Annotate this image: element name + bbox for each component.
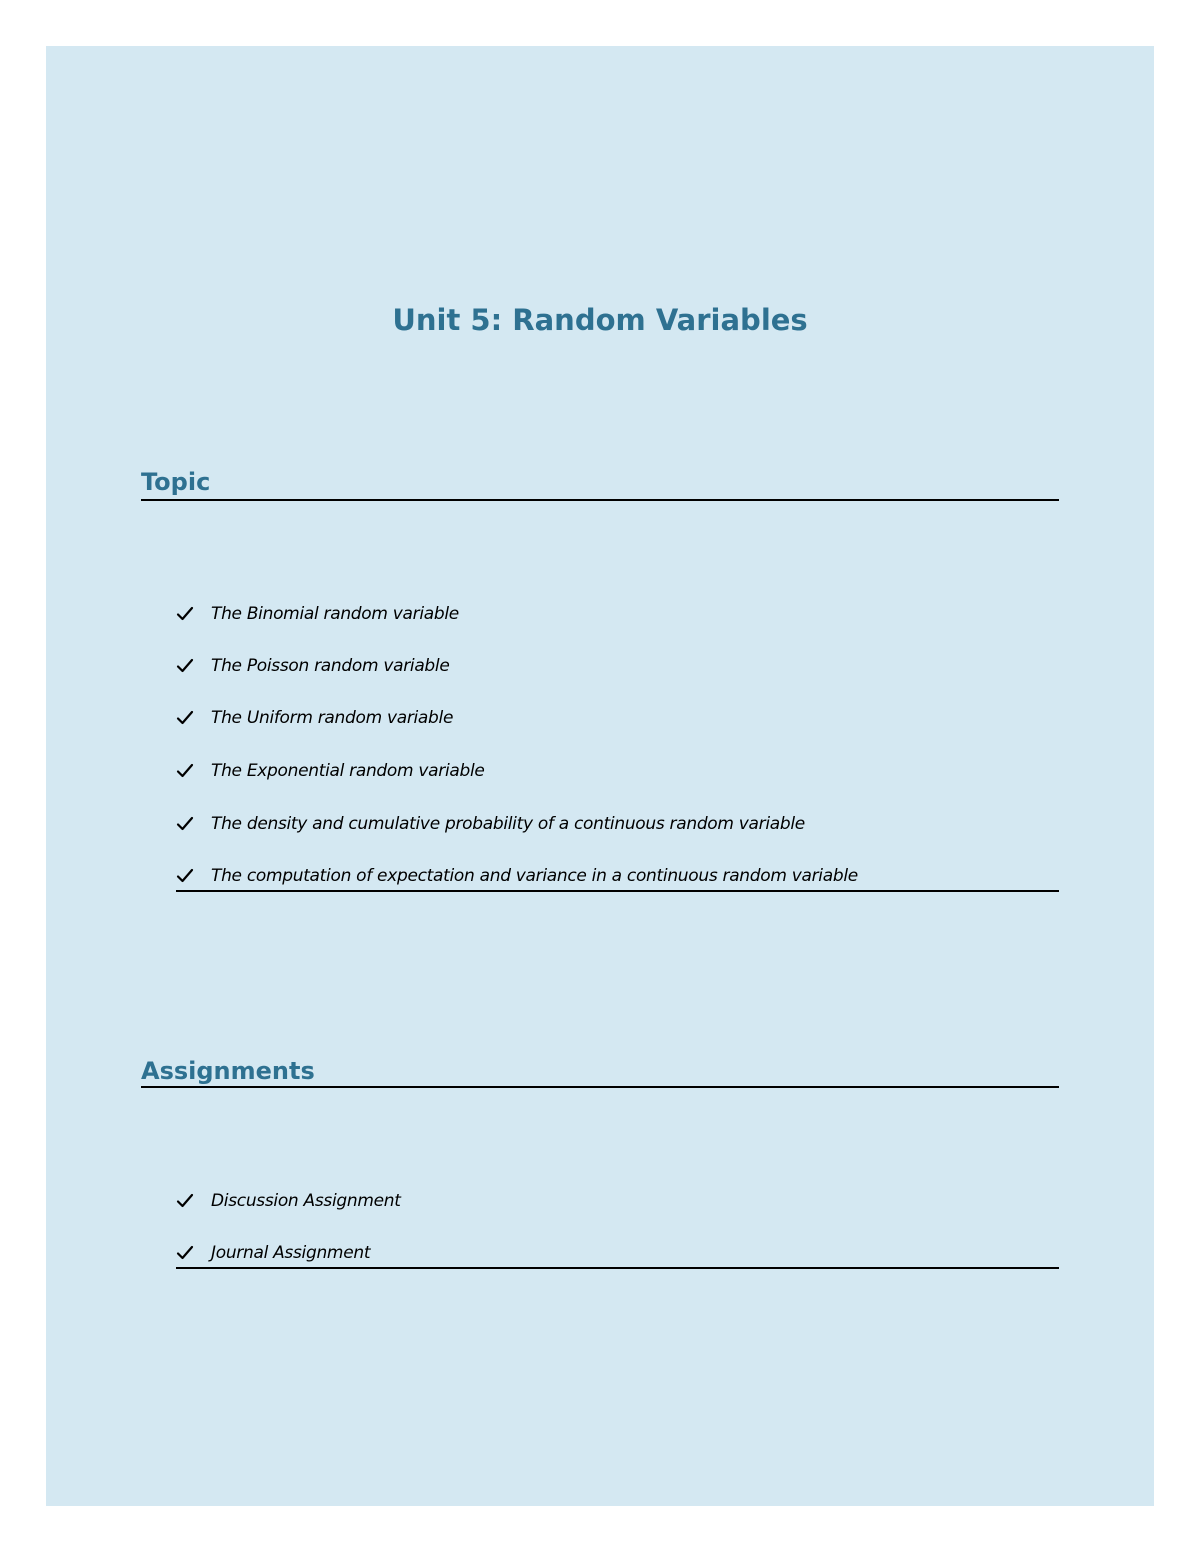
assignments-list-rule xyxy=(176,1267,1059,1269)
checkmark-icon xyxy=(176,762,194,780)
topic-list-item xyxy=(176,864,858,888)
topic-item-text: The density and cumulative probability of a continuous random variable xyxy=(211,814,805,834)
checkmark-icon xyxy=(176,1192,194,1210)
assignment-item-text: Journal Assignment xyxy=(211,1243,371,1263)
topic-item-text: The Uniform random variable xyxy=(211,708,454,728)
topic-list-item xyxy=(176,759,485,783)
assignment-list-item xyxy=(176,1241,370,1265)
topic-list-item xyxy=(176,812,805,836)
assignment-list-item xyxy=(176,1189,401,1213)
assignments-heading-rule xyxy=(141,1086,1059,1088)
topic-list-item xyxy=(176,654,450,678)
checkmark-icon xyxy=(176,1244,194,1262)
topic-list-rule xyxy=(176,890,1059,892)
checkmark-icon xyxy=(176,709,194,727)
topic-item-text: The Poisson random variable xyxy=(211,656,450,676)
checkmark-icon xyxy=(176,867,194,885)
assignments-heading: Assignments xyxy=(141,1057,315,1085)
page-title: Unit 5: Random Variables xyxy=(392,303,808,337)
topic-list-item xyxy=(176,706,453,730)
topic-heading: Topic xyxy=(141,468,211,496)
topic-heading-rule xyxy=(141,499,1059,501)
checkmark-icon xyxy=(176,605,194,623)
topic-item-text: The Binomial random variable xyxy=(211,604,459,624)
assignment-item-text: Discussion Assignment xyxy=(211,1191,401,1211)
checkmark-icon xyxy=(176,815,194,833)
topic-item-text: The computation of expectation and variance in a continuous random variable xyxy=(211,866,858,886)
checkmark-icon xyxy=(176,657,194,675)
topic-item-text: The Exponential random variable xyxy=(211,761,485,781)
topic-list-item xyxy=(176,602,459,626)
